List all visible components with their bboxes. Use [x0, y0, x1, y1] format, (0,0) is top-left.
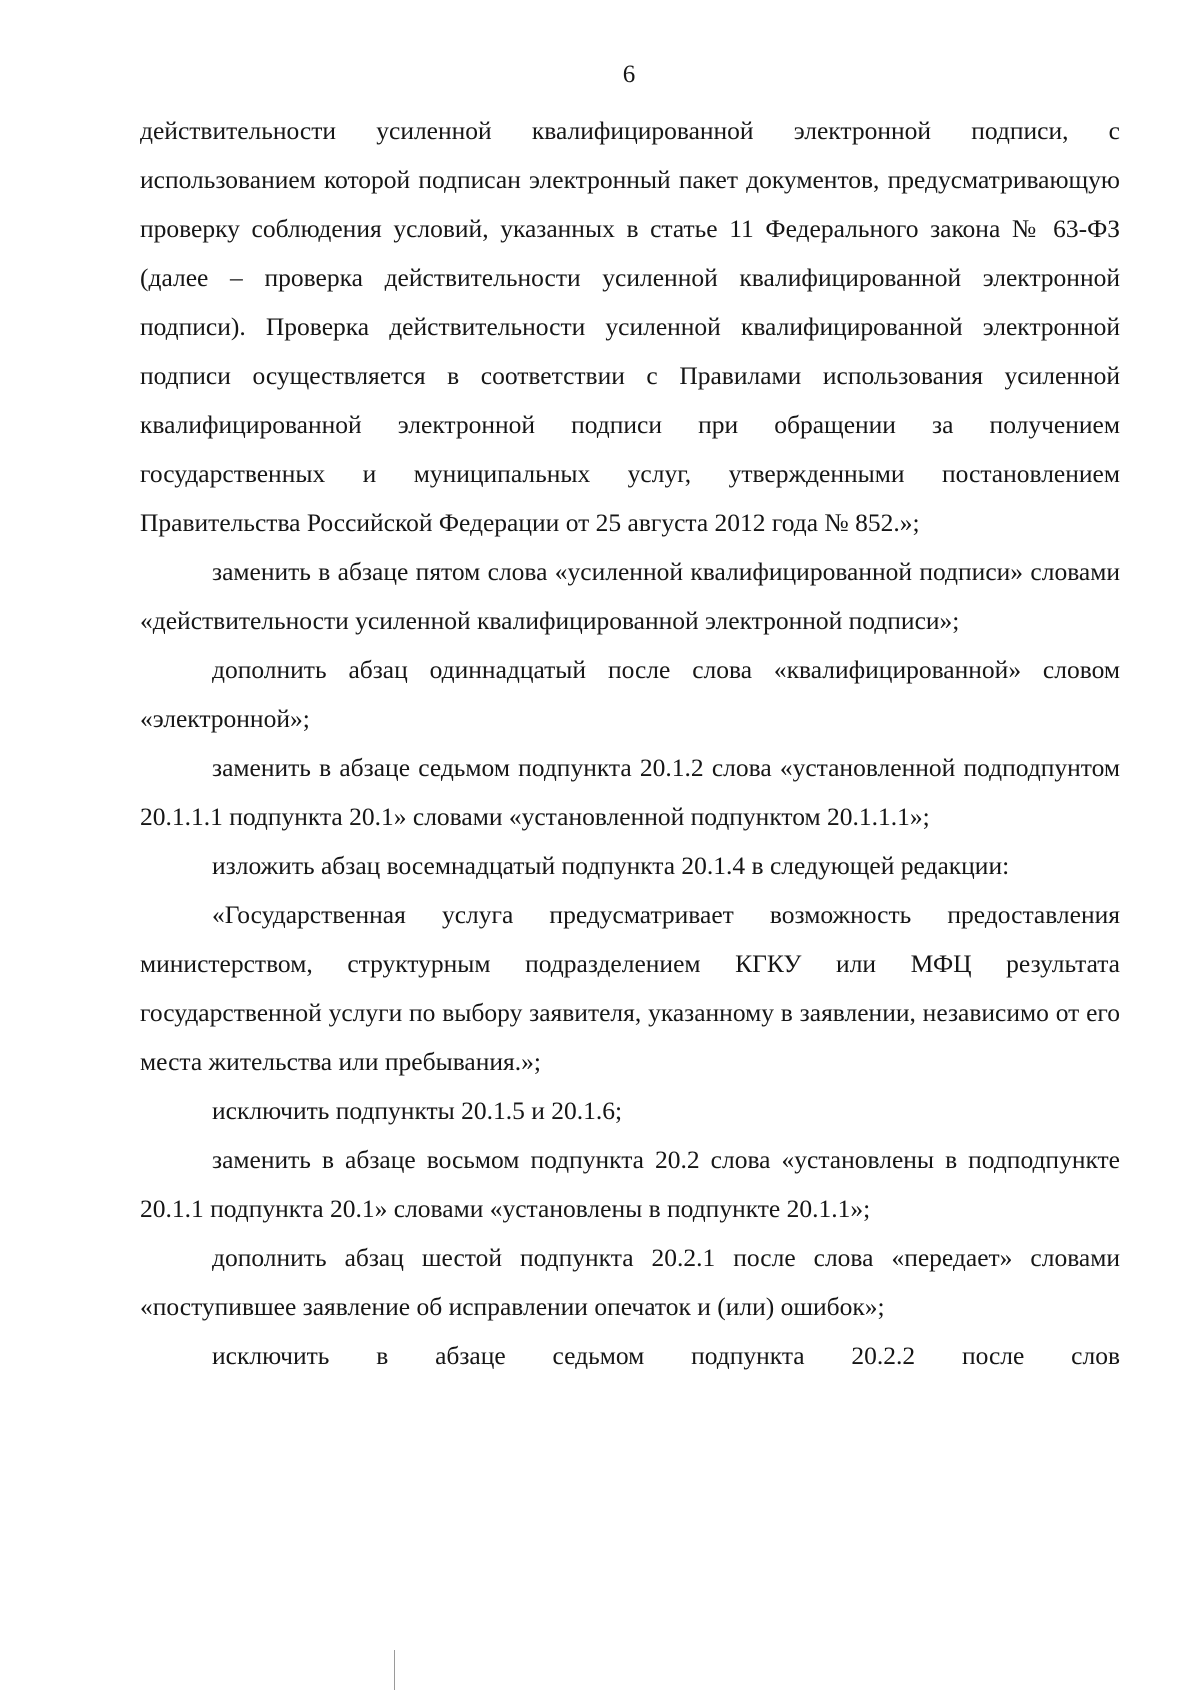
page-number: 6 — [622, 61, 636, 88]
paragraph-add-eleventh: дополнить абзац одиннадцатый после слова «квалифицированной» словом «электронной»; — [140, 655, 1120, 733]
paragraph-replace-fifth: заменить в абзаце пятом слова «усиленной квалифицированной подписи» словами «действительности усиленной квалифицированной электронной подписи»; — [140, 557, 1120, 635]
paragraph-restate-eighteenth: изложить абзац восемнадцатый подпункта 20.1.4 в следующей редакции: — [212, 851, 1010, 880]
paragraph-new-wording: «Государственная услуга предусматривает возможность предоставления министерством, структурным подразделением КГКУ или МФЦ результата государственной услуги по выбору заявителя, указанному в заявлении, независимо от его места жительства или пребывания.»; — [140, 900, 1120, 1076]
paragraph-continuation: действительности усиленной квалифицированной электронной подписи, с использованием которой подписан электронный пакет документов, предусматривающую проверку соблюдения условий, указанных в статье 11 Федерального закона № 63-ФЗ (далее – проверка действительности усиленной квалифицированной электронной подписи). Проверка действительности усиленной квалифицированной электронной подписи осуществляется в соответствии с Правилами использования усиленной квалифицированной электронной подписи при обращении за получением государственных и муниципальных услуг, утвержденными постановлением Правительства Российской Федерации от 25 августа 2012 года № 852.»; — [140, 116, 1120, 537]
document-body — [140, 106, 1120, 1380]
paragraph-replace-eighth: заменить в абзаце восьмом подпункта 20.2 слова «установлены в подподпункте 20.1.1 подпункта 20.1» словами «установлены в подпункте 20.1.1»; — [140, 1145, 1120, 1223]
paragraph-add-sixth: дополнить абзац шестой подпункта 20.2.1 после слова «передает» словами «поступившее заявление об исправлении опечаток и (или) ошибок»; — [140, 1243, 1120, 1321]
scan-artifact-line — [394, 1650, 395, 1690]
paragraph-exclude-seventh: исключить в абзаце седьмом подпункта 20.2.2 после слов — [212, 1341, 1120, 1370]
paragraph-replace-seventh: заменить в абзаце седьмом подпункта 20.1.2 слова «установленной подподпунтом 20.1.1.1 подпункта 20.1» словами «установленной подпунктом 20.1.1.1»; — [140, 753, 1120, 831]
paragraph-exclude-subitems: исключить подпункты 20.1.5 и 20.1.6; — [212, 1096, 623, 1125]
